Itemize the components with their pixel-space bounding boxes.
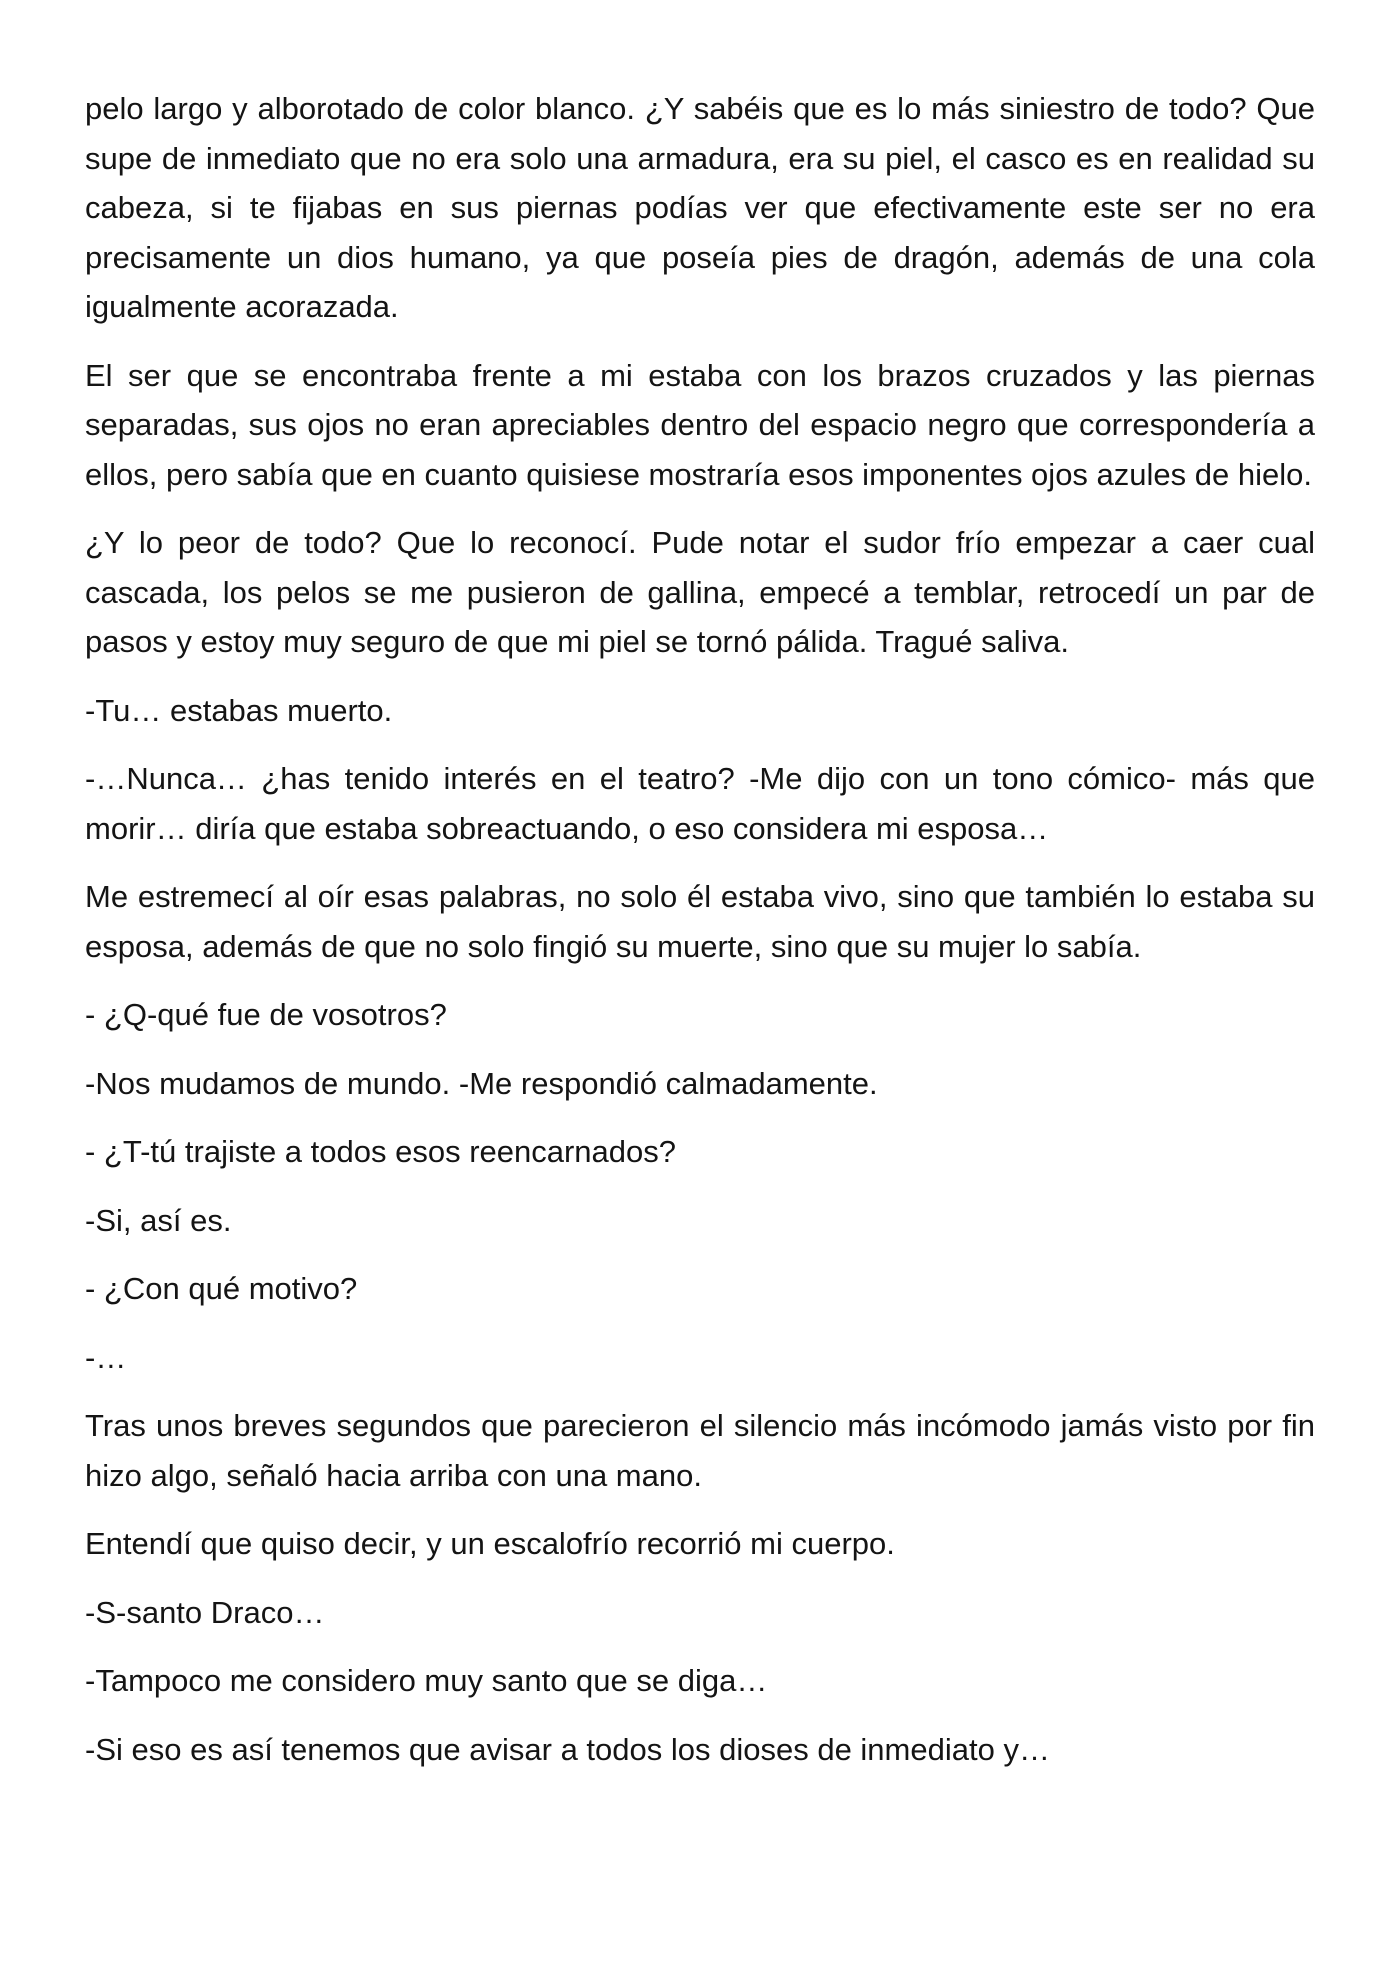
- dialogue-line: -…: [85, 1339, 127, 1375]
- document-body: [85, 84, 1315, 1774]
- paragraph: Tras unos breves segundos que parecieron el silencio más incómodo jamás visto por fin hizo algo, señaló hacia arriba con una mano.: [85, 1408, 1315, 1493]
- dialogue-line: -S-santo Draco…: [85, 1594, 325, 1630]
- paragraph: Entendí que quiso decir, y un escalofrío recorrió mi cuerpo.: [85, 1526, 895, 1561]
- paragraph: El ser que se encontraba frente a mi estaba con los brazos cruzados y las piernas separadas, sus ojos no eran apreciables dentro del espacio negro que correspondería a ellos, pero sabía que en cuanto quisiese mostraría esos imponentes ojos azules de hielo.: [85, 357, 1315, 492]
- paragraph: pelo largo y alborotado de color blanco. ¿Y sabéis que es lo más siniestro de todo? Que supe de inmediato que no era solo una armadura, era su piel, el casco es en realidad su cabeza, si te fijabas en sus piernas podías ver que efectivamente este ser no era precisamente un dios humano, ya que poseía pies de dragón, además de una cola igualmente acorazada.: [85, 91, 1315, 324]
- paragraph: Me estremecí al oír esas palabras, no solo él estaba vivo, sino que también lo estaba su esposa, además de que no solo fingió su muerte, sino que su mujer lo sabía.: [85, 879, 1315, 964]
- dialogue-line: -Nos mudamos de mundo. -Me respondió calmadamente.: [85, 1065, 878, 1101]
- dialogue-line: - ¿Con qué motivo?: [85, 1271, 358, 1306]
- dialogue-line: -Tu… estabas muerto.: [85, 692, 393, 728]
- paragraph: -…Nunca… ¿has tenido interés en el teatro? -Me dijo con un tono cómico- más que morir… diría que estaba sobreactuando, o eso considera mi esposa…: [85, 761, 1315, 846]
- dialogue-line: -Si eso es así tenemos que avisar a todos los dioses de inmediato y…: [85, 1731, 1050, 1767]
- dialogue-line: -Tampoco me considero muy santo que se diga…: [85, 1663, 768, 1698]
- dialogue-line: - ¿Q-qué fue de vosotros?: [85, 997, 447, 1032]
- paragraph: ¿Y lo peor de todo? Que lo reconocí. Pude notar el sudor frío empezar a caer cual cascada, los pelos se me pusieron de gallina, empecé a temblar, retrocedí un par de pasos y estoy muy seguro de que mi piel se tornó pálida. Tragué saliva.: [85, 525, 1315, 659]
- dialogue-line: - ¿T-tú trajiste a todos esos reencarnados?: [85, 1134, 677, 1169]
- dialogue-line: -Si, así es.: [85, 1202, 232, 1238]
